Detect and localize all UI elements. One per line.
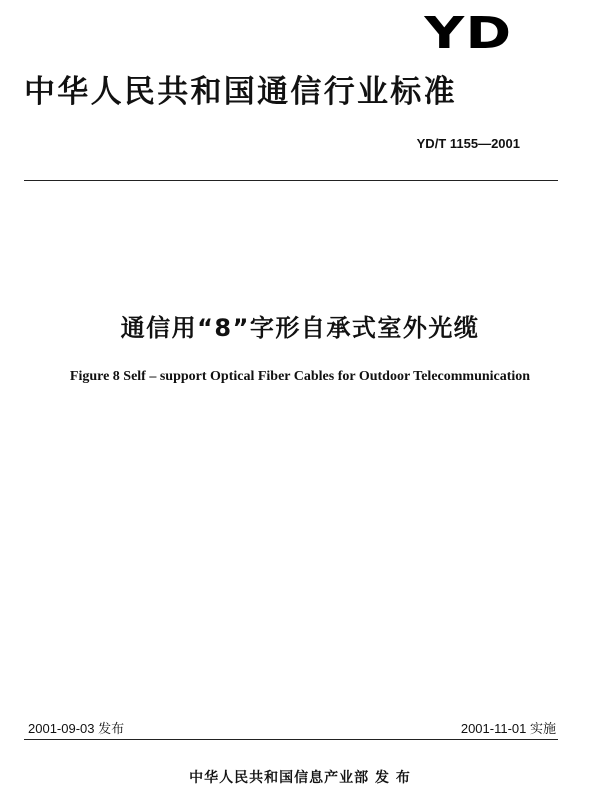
standard-organization-heading: 中华人民共和国通信行业标准 bbox=[24, 74, 457, 110]
title-chinese: 通信用“8”字形自承式室外光缆 bbox=[120, 314, 480, 342]
implementation-date: 2001-11-01 实施 bbox=[460, 721, 556, 736]
title-english: Figure 8 Self – support Optical Fiber Cables for Outdoor Telecommunication bbox=[69, 369, 531, 384]
issue-date: 2001-09-03 发布 bbox=[28, 721, 125, 736]
bottom-divider bbox=[24, 739, 558, 740]
standard-code: YD/T 1155—2001 bbox=[416, 136, 520, 151]
yd-logo: YD bbox=[424, 8, 512, 59]
top-divider bbox=[24, 180, 558, 181]
publisher: 中华人民共和国信息产业部 发 布 bbox=[189, 770, 411, 786]
